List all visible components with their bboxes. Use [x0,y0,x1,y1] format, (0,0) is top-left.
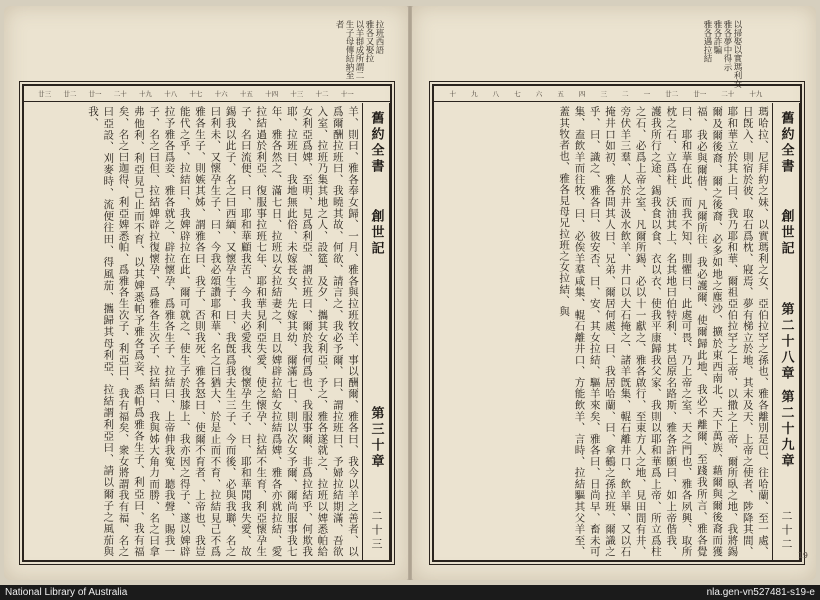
marginal-note: 以羊群成 [354,20,364,54]
verse-marker: 九 [471,90,478,98]
verse-marker: 二 [622,90,629,98]
verse-marker: 二十 [113,90,127,98]
footer-institution: National Library of Australia [5,587,128,598]
marginal-note: 者 [334,20,344,29]
left-verse-markers [24,86,390,102]
verse-marker: 六 [535,90,543,98]
left-book-name: 創世記 [368,209,384,257]
verse-marker: 廿三 [38,90,52,98]
verse-marker: 八 [492,90,500,98]
archive-footer [0,585,820,600]
right-verse-markers [434,86,800,102]
right-chapter-mark: 第二十八章 第二十九章 [778,302,794,470]
left-page-number: 二十三 [370,510,383,552]
marginal-note: 示 [722,62,732,71]
verse-marker: 十九 [749,90,763,98]
verse-marker: 二十 [721,90,735,98]
right-running-head [772,103,800,560]
left-page-text: 羊、則曰、雅各奉女歸、一月、雅各與拉班牧羊、事以酬爾、雅各曰、我今以羊之善者、以爲爾酬拉班曰、我曉其故、何欲、請言之、我必予爾、曰、謂拉班曰、予婦拉結期滿、吾欲入室、拉班乃集其地之人、設筵、及夕、攜其女利亞、予之、雅各遂就之、拉班以婢悉帕給女利亞爲婢、至明、見爲利亞、謂拉班曰、爾於我何爲也、我服事爾、非爲拉結乎、何欺我耶、拉班曰、我地無此俗、未嫁長女、先嫁其幼、爾滿七日、則以次女予爾、爾尚服事我七年、雅各然之、滿七日、拉班以女拉結妻之、且以婢辟拉給女拉結爲婢、雅各亦就拉結、愛拉結過於利亞、復服事拉班七年、耶和華見利亞失愛、使之懷孕、拉結不生育、利亞懷孕生子、名曰流便、曰、耶和華顧我苦、今我夫必愛我、復懷孕生子、曰、耶和華聞我失愛、故錫我以此子、名之曰西緬、又懷孕生子、曰、我旣爲我夫生三子、今而後、必與我聯、名之曰利未、又懷孕生子、曰、今我必頌讚耶和華、名之曰猶大、於是止而不育、拉結見己不爲雅各生子、則嫉其姊、謂雅各曰、我子、否則我死、雅各怒曰、使爾不育者、上帝也、我豈能代之乎、拉結曰、我婢辟拉在此、爾可就之、使生子於我膝上、我亦因之得子、遂以婢辟拉予雅各爲妾、雅各就之、辟拉懷孕、爲雅各生子、拉結曰、上帝伸我寃、聽我聲、賜我一子、名之曰但、拉結婢辟拉復懷孕、爲雅各生次子、拉結曰、我與姊大角力而勝、名之曰拿弗他利、利亞見己止而不育、以其婢悉帕予雅各爲妾、悉帕爲雅各生子、利亞曰、我有福矣、名之曰迦得、利亞婢悉帕、爲雅各生次子、利亞曰、我有福矣、衆女將謂我有福、名之曰亞設、刈麥時、流便往田、得風茄、攜歸其母利亞、拉結謂利亞曰、請以爾子之風茄與我、 [86,106,359,557]
marginal-note: 雅各遇拉結 [702,20,712,63]
left-marginal-notes [154,20,384,82]
verse-marker: 十六 [214,90,228,98]
marginal-note: 以掃娶以實瑪利女 [732,20,742,88]
marginal-note: 所謂二 [354,54,364,80]
left-body-text [24,103,362,560]
marginal-note: 雅各詐騙 [712,20,722,54]
verse-marker: 廿二 [63,90,77,98]
marginal-note: 生子 [344,20,354,37]
verse-marker: 廿一 [693,90,707,98]
left-book-title: 舊約全書 [368,111,384,175]
right-text-frame [432,84,802,562]
marginal-note: 結納 [344,54,354,71]
verse-marker: 十五 [239,90,253,98]
verse-marker: 十八 [164,90,178,98]
footer-identifier: nla.gen-vn527481-s19-e [706,587,815,598]
verse-marker: 一 [643,90,651,98]
verse-marker: 十四 [265,90,279,98]
right-book-name: 創世記 [778,209,794,257]
marginal-note: 雅各夢中得 [722,20,732,63]
left-text-frame [22,84,392,562]
left-running-head [362,103,390,560]
verse-marker: 十一 [340,90,354,98]
left-page [4,6,408,580]
right-page-number: 二十二 [780,510,793,552]
marginal-note: 至 [344,71,354,80]
verse-marker: 七 [514,90,521,98]
verse-marker: 十七 [189,90,203,98]
left-chapter-mark: 第三十章 [368,406,384,470]
marginal-note: 母傳 [344,37,354,54]
verse-marker: 十二 [315,90,329,98]
verse-marker: 五 [557,90,564,98]
right-book-title: 舊約全書 [778,111,794,175]
marginal-note: 拉班西語 [374,20,384,54]
page-corner-mark: 19 [797,551,808,560]
verse-marker: 三 [600,90,607,98]
verse-marker: 四 [578,90,586,98]
right-page [412,6,816,580]
verse-marker: 廿一 [88,90,102,98]
right-marginal-notes [432,20,742,88]
verse-marker: 十九 [138,90,152,98]
verse-marker: 十三 [290,90,304,98]
verse-marker: 廿二 [665,90,679,98]
right-page-text: 瑪哈拉、尼拜約之妹、以實瑪利之女、亞伯拉罕之孫也、雅各離別是巴、往哈蘭、至一處、日旣入、則宿於彼、取石爲枕、寢焉、夢有梯立於地、其末及天、上帝之使者、陟降其間、耶和華立於其上曰、我乃耶和華、爾祖亞伯拉罕之上帝、以撒之上帝、爾所臥之地、我將錫爾及爾後裔、爾之後裔、必多如地之塵沙、擴於東西南北、天下萬族、藉爾與爾後裔而獲福、我必與爾偕、凡爾所往、我必護爾、使爾歸此地、我必不離爾、至踐我所言、雅各覺曰、耶和華在此、而我不知、則懼曰、此處可畏、乃上帝之室、天之門也、雅各夙興、取所枕之石、立爲柱、沃油其上、名其地曰伯特利、其邑原名路斯、雅各許願曰、如上帝偕我、護我所行之途、錫我食以食、衣以衣、使我平康歸我父家、我則以耶和華爲上帝、所立爲柱之石、必爲上帝之室、凡爾所錫、必以十一獻之、雅各啟行、至東方人之地、見田間有井、旁伏羊三羣、人於井汲水飲羊、井口以大石掩之、諸羊旣集、輥石離井口、飲羊畢、又以石掩井口如初、雅各問其人曰、兄弟、爾居何處、曰、我居哈蘭、曰、拿鶴之孫拉班、爾識之乎、曰、識之、雅各曰、彼安否、曰、安、其女拉結、驅羊來矣、雅各曰、日尚早、畜未可集、盍飲羊而往牧、曰、必俟羊羣咸集、輥石離井口、方能飲羊、言時、拉結驅其父羊至、蓋其牧者也、雅各見母兄拉班之女拉結、與 [558,106,769,557]
verse-marker: 十 [449,90,457,98]
marginal-note: 雅各又娶拉 [364,20,374,63]
right-body-text [434,103,772,560]
